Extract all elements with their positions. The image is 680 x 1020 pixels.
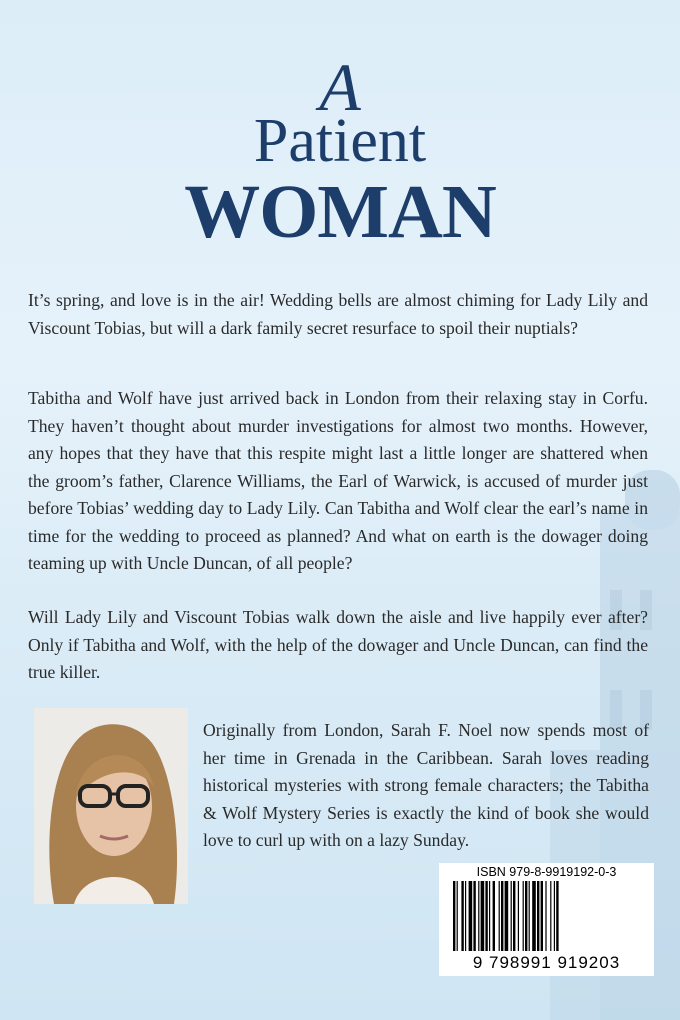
barcode-bar	[505, 881, 509, 951]
isbn-label: ISBN 979-8-9919192-0-3	[476, 865, 617, 879]
barcode-bar	[532, 881, 536, 951]
barcode-bar	[453, 881, 455, 951]
isbn-barcode	[439, 863, 654, 976]
barcode-bar	[545, 881, 546, 951]
isbn-digits: 9 798991 919203	[472, 953, 621, 972]
barcode-bar	[469, 881, 473, 951]
blurb-paragraph-2: Tabitha and Wolf have just arrived back in London from their relaxing stay in Corfu. They haven’t thought about murder investigations for almost two months. However, any hopes that they have that this respite might last a little longer are shattered when the groom’s father, Clarence Williams, the Earl of Warwick, is accused of murder just before Tobias’ wedding day to Lady Lily. Can Tabitha and Wolf clear the earl’s name in time for the wedding to proceed as planned? And what on earth is the dowager doing teaming up with Uncle Duncan, of all people?	[28, 388, 648, 573]
barcode-bar	[523, 881, 524, 951]
barcode-bar	[511, 881, 512, 951]
barcode-bar	[556, 881, 558, 951]
barcode-bar	[537, 881, 539, 951]
barcode-bar	[550, 881, 551, 951]
barcode-bar	[554, 881, 555, 951]
title-line-a: A	[319, 49, 361, 125]
barcode-bar	[501, 881, 503, 951]
barcode-bar	[513, 881, 515, 951]
barcode-bar	[541, 881, 543, 951]
barcode-bar	[461, 881, 463, 951]
barcode-bar	[493, 881, 495, 951]
title-line-patient: Patient	[253, 107, 427, 175]
barcode-bar	[481, 881, 485, 951]
author-bio: Originally from London, Sarah F. Noel now spends most of her time in Grenada in the Caribbean. Sarah loves reading historical mysteries with strong female characters; the Tabitha & Wolf Mystery Series is exactly the kind of book she would love to curl up with on a lazy Sunday.	[203, 720, 649, 850]
barcode-bar	[485, 881, 487, 951]
barcode-bar	[518, 881, 519, 951]
barcode-bar	[478, 881, 479, 951]
barcode-bar	[465, 881, 466, 951]
barcode-bar	[499, 881, 500, 951]
blurb-paragraph-3: Will Lady Lily and Viscount Tobias walk down the aisle and live happily ever after? Only if Tabitha and Wolf, with the help of the dowager and Uncle Duncan, can find the true killer.	[28, 607, 648, 682]
title-line-woman: WOMAN	[184, 170, 496, 254]
barcode-bars	[449, 881, 644, 955]
blurb-paragraph-1: It’s spring, and love is in the air! Wedding bells are almost chiming for Lady Lily and Viscount Tobias, but will a dark family secret resurface to spoil their nuptials?	[28, 290, 648, 338]
barcode-bar	[489, 881, 490, 951]
barcode-bar	[457, 881, 458, 951]
barcode-bar	[473, 881, 475, 951]
author-photo	[34, 708, 188, 904]
barcode-bar	[529, 881, 530, 951]
barcode-bar	[525, 881, 527, 951]
